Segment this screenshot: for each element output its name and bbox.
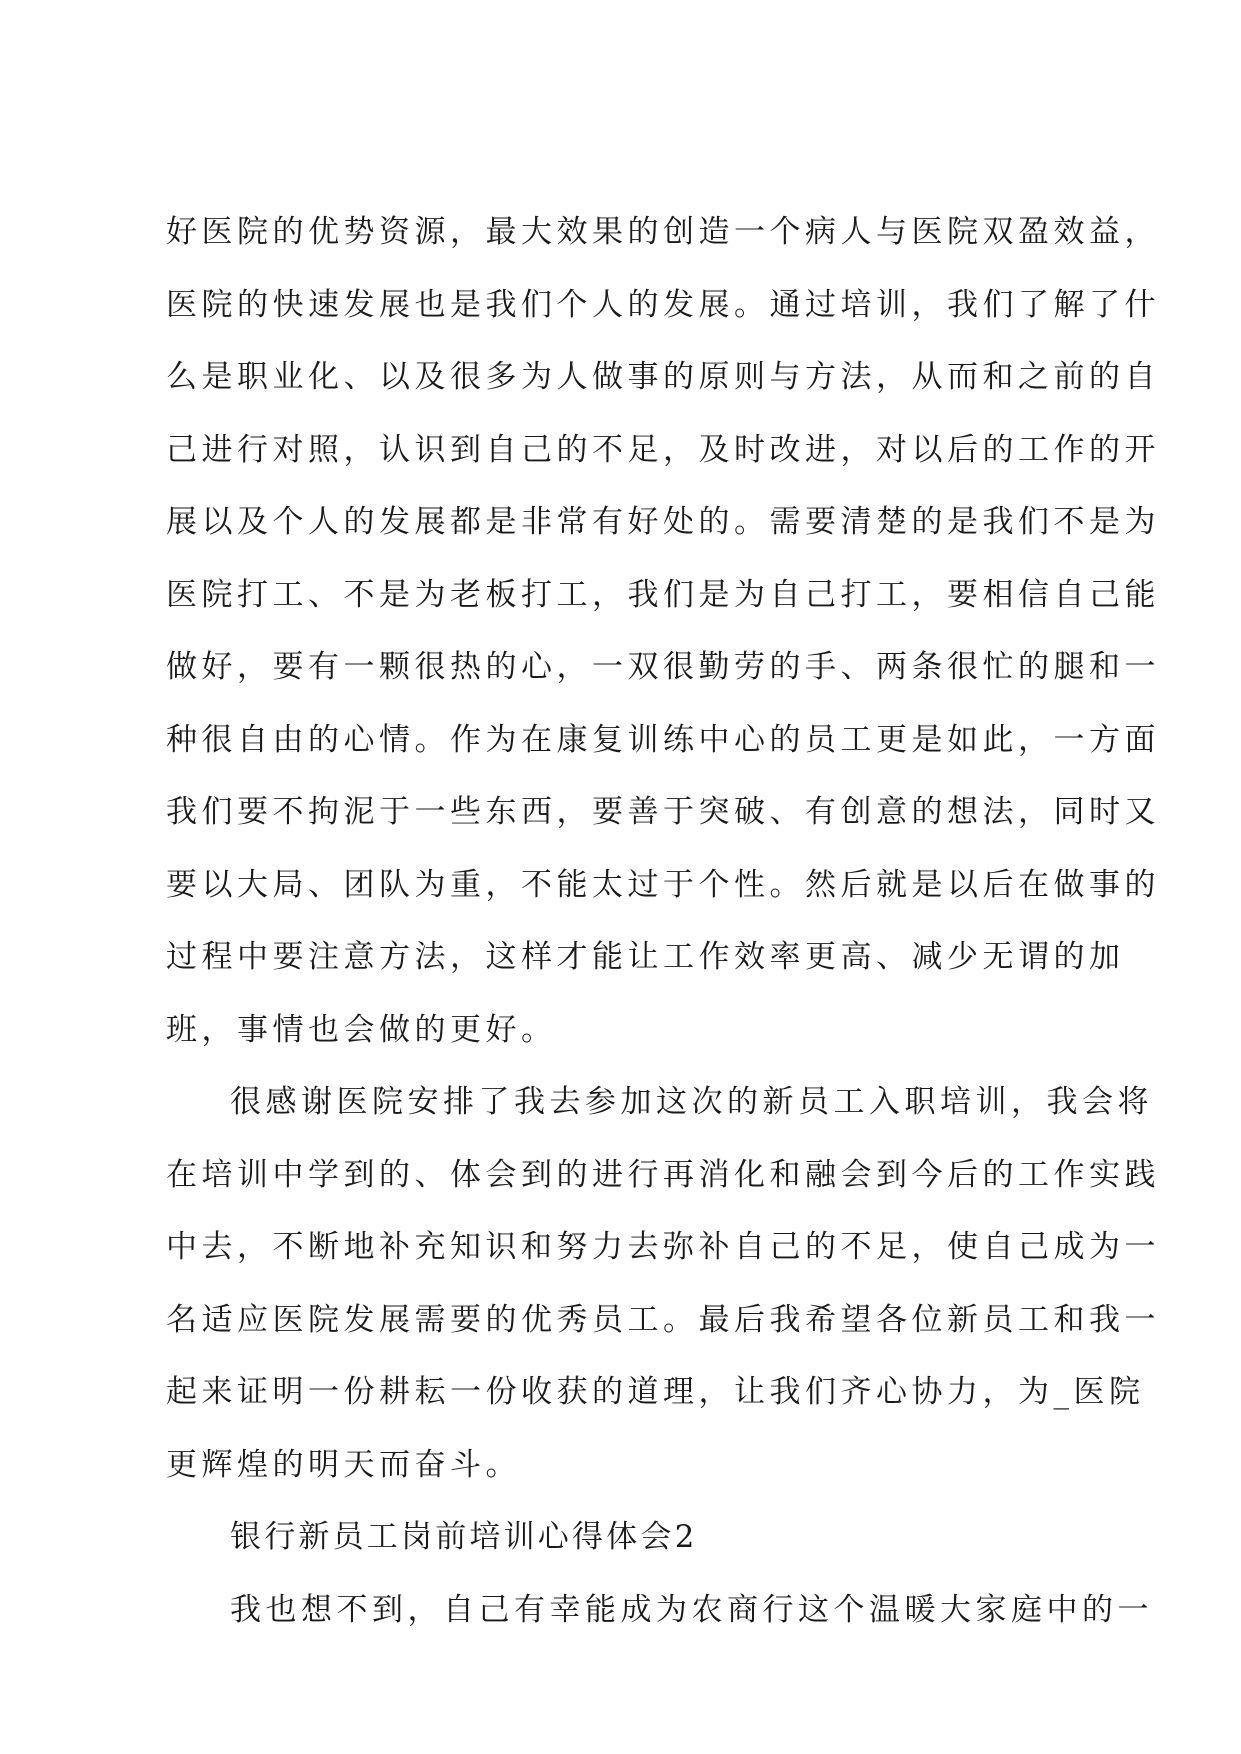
text-line: 名适应医院发展需要的优秀员工。最后我希望各位新员工和我一 — [166, 1302, 1160, 1338]
text-line: 中去，不断地补充知识和努力去弥补自己的不足，使自己成为一 — [166, 1229, 1160, 1265]
section-heading: 银行新员工岗前培训心得体会2 — [230, 1519, 698, 1555]
text-line: 己进行对照，认识到自己的不足，及时改进，对以后的工作的开 — [166, 432, 1160, 468]
text-line: 我们要不拘泥于一些东西，要善于突破、有创意的想法，同时又 — [166, 794, 1160, 830]
text-line: 起来证明一份耕耘一份收获的道理，让我们齐心协力，为_医院 — [166, 1374, 1145, 1410]
text-line: 更辉煌的明天而奋斗。 — [166, 1447, 521, 1483]
text-line: 好医院的优势资源，最大效果的创造一个病人与医院双盈效益， — [166, 214, 1160, 250]
text-line: 种很自由的心情。作为在康复训练中心的员工更是如此，一方面 — [166, 722, 1160, 758]
text-line: 展以及个人的发展都是非常有好处的。需要清楚的是我们不是为 — [166, 504, 1160, 540]
text-line: 医院的快速发展也是我们个人的发展。通过培训，我们了解了什 — [166, 287, 1160, 323]
text-line: 班，事情也会做的更好。 — [166, 1012, 557, 1048]
text-line: 么是职业化、以及很多为人做事的原则与方法，从而和之前的自 — [166, 359, 1160, 395]
paragraph-first-line: 我也想不到，自己有幸能成为农商行这个温暖大家庭中的一 — [230, 1592, 1153, 1628]
text-line: 医院打工、不是为老板打工，我们是为自己打工，要相信自己能 — [166, 577, 1160, 613]
text-line: 做好，要有一颗很热的心，一双很勤劳的手、两条很忙的腿和一 — [166, 649, 1160, 685]
text-line: 要以大局、团队为重，不能太过于个性。然后就是以后在做事的 — [166, 867, 1160, 903]
paragraph-first-line: 很感谢医院安排了我去参加这次的新员工入职培训，我会将 — [230, 1084, 1153, 1120]
text-line: 在培训中学到的、体会到的进行再消化和融会到今后的工作实践 — [166, 1157, 1160, 1193]
text-line: 过程中要注意方法，这样才能让工作效率更高、减少无谓的加 — [166, 939, 1125, 975]
